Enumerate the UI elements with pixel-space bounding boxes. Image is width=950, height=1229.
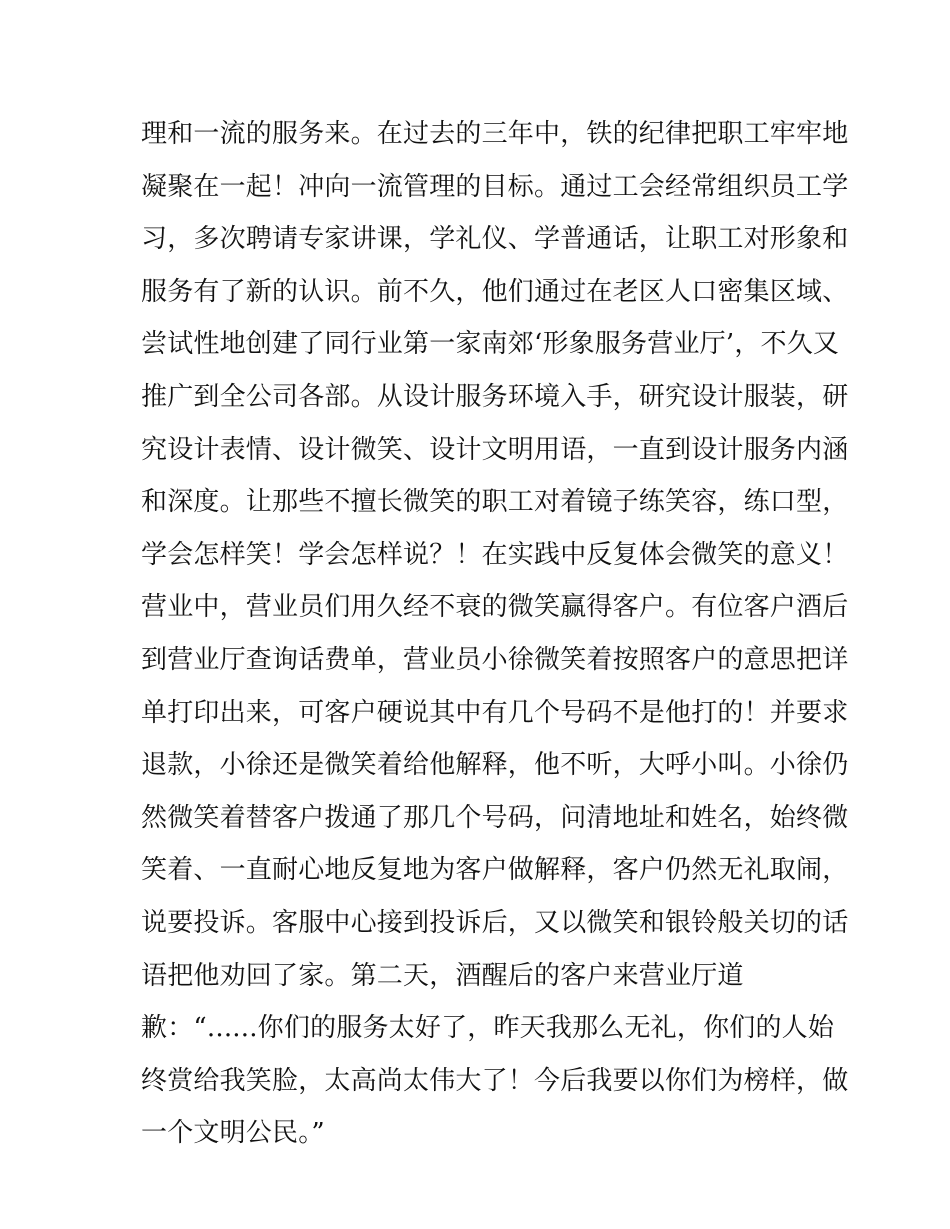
text-line: 尝试性地创建了同行业第一家南郊‘形象服务营业厅’，不久又	[141, 329, 840, 360]
text-line: 理和一流的服务来。在过去的三年中，铁的纪律把职工牢牢地	[141, 119, 849, 149]
text-line: 服务有了新的认识。前不久，他们通过在老区人口密集区域、	[141, 276, 849, 307]
text-line: 笑着、一直耐心地反复地为客户做解释，客户仍然无礼取闹，	[141, 855, 849, 886]
text-line: 单打印出来，可客户硬说其中有几个号码不是他打的！并要求	[141, 697, 849, 728]
text-line: 习，多次聘请专家讲课，学礼仪、学普通话，让职工对形象和	[141, 224, 849, 255]
text-line: 究设计表情、设计微笑、设计文明用语，一直到设计服务内涵	[141, 434, 849, 465]
text-line: 退款，小徐还是微笑着给他解释，他不听，大呼小叫。小徐仍	[141, 750, 849, 781]
text-line: 歉：“......你们的服务太好了，昨天我那么无礼，你们的人始	[141, 1013, 835, 1044]
text-line: 营业中，营业员们用久经不衰的微笑赢得客户。有位客户酒后	[141, 592, 849, 623]
text-line: 然微笑着替客户拨通了那几个号码，问清地址和姓名，始终微	[141, 802, 849, 833]
text-line: 凝聚在一起！冲向一流管理的目标。通过工会经常组织员工学	[141, 171, 849, 202]
text-line: 推广到全公司各部。从设计服务环境入手，研究设计服装，研	[141, 381, 849, 412]
text-line: 一个文明公民。”	[141, 1118, 325, 1149]
text-line: 学会怎样笑！学会怎样说？！在实践中反复体会微笑的意义！	[141, 539, 849, 570]
text-line: 说要投诉。客服中心接到投诉后，又以微笑和银铃般关切的话	[141, 907, 849, 938]
text-line: 到营业厅查询话费单，营业员小徐微笑着按照客户的意思把详	[141, 644, 849, 675]
body-text	[141, 108, 849, 1160]
text-line: 和深度。让那些不擅长微笑的职工对着镜子练笑容，练口型，	[141, 487, 849, 518]
text-line: 终赏给我笑脸，太高尚太伟大了！今后我要以你们为榜样，做	[141, 1065, 849, 1096]
text-line: 语把他劝回了家。第二天，酒醒后的客户来营业厅道	[141, 960, 744, 991]
